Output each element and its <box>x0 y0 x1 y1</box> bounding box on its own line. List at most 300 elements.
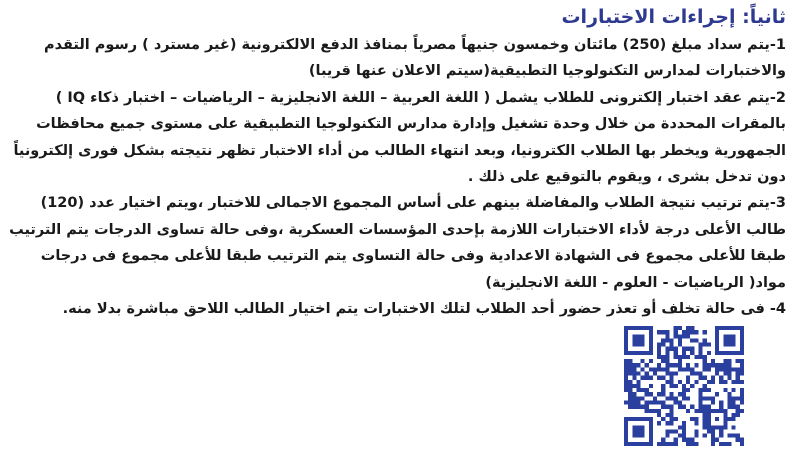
qr-module <box>686 347 690 351</box>
qr-module <box>678 355 682 359</box>
qr-module <box>703 330 707 334</box>
qr-module <box>628 400 632 404</box>
procedure-item-1 <box>8 32 786 85</box>
qr-module <box>732 351 736 355</box>
procedure-item-2 <box>8 85 786 191</box>
qr-module <box>665 363 669 367</box>
qr-module <box>649 438 653 442</box>
qr-module <box>732 417 736 421</box>
qr-module <box>665 338 669 342</box>
qr-module <box>740 380 744 384</box>
qr-module <box>670 343 674 347</box>
qr-module <box>636 343 640 347</box>
qr-module <box>670 417 674 421</box>
qr-module <box>645 376 649 380</box>
qr-module <box>670 421 674 425</box>
qr-module <box>632 425 636 429</box>
qr-module <box>674 417 678 421</box>
qr-module <box>657 409 661 413</box>
qr-module <box>624 367 628 371</box>
qr-module <box>715 367 719 371</box>
qr-module <box>727 405 731 409</box>
qr-module <box>624 330 628 334</box>
qr-module <box>653 372 657 376</box>
qr-module <box>661 367 665 371</box>
qr-module <box>723 351 727 355</box>
qr-module <box>682 405 686 409</box>
qr-module <box>698 400 702 404</box>
qr-module <box>690 417 694 421</box>
qr-module <box>641 425 645 429</box>
qr-module <box>678 326 682 330</box>
qr-module <box>678 359 682 363</box>
qr-module <box>636 334 640 338</box>
qr-module <box>740 343 744 347</box>
qr-module <box>736 380 740 384</box>
text-line: طالب الأعلى درجة لأداء الاختبارات اللازمة بإحدى المؤسسات العسكرية ،وفى حالة تساوى الدرجات يتم الترتيب <box>9 221 786 238</box>
qr-module <box>636 405 640 409</box>
qr-module <box>723 338 727 342</box>
qr-module <box>740 392 744 396</box>
qr-module <box>657 367 661 371</box>
qr-module <box>649 334 653 338</box>
qr-module <box>628 367 632 371</box>
qr-module <box>740 330 744 334</box>
qr-module <box>719 409 723 413</box>
qr-module <box>636 326 640 330</box>
qr-module <box>649 338 653 342</box>
qr-module <box>636 363 640 367</box>
qr-module <box>707 421 711 425</box>
qr-module <box>707 351 711 355</box>
procedure-item-4 <box>8 296 786 322</box>
qr-module <box>690 330 694 334</box>
qr-module <box>711 359 715 363</box>
qr-module <box>732 434 736 438</box>
qr-module <box>670 376 674 380</box>
qr-module <box>707 388 711 392</box>
qr-module <box>707 405 711 409</box>
qr-module <box>641 359 645 363</box>
qr-module <box>661 384 665 388</box>
qr-module <box>686 363 690 367</box>
qr-module <box>686 396 690 400</box>
qr-module <box>698 409 702 413</box>
qr-module <box>657 376 661 380</box>
qr-module <box>732 380 736 384</box>
qr-module <box>628 359 632 363</box>
qr-module <box>727 372 731 376</box>
qr-module <box>674 372 678 376</box>
qr-module <box>715 334 719 338</box>
qr-module <box>740 400 744 404</box>
qr-module <box>736 413 740 417</box>
qr-module <box>703 355 707 359</box>
qr-module <box>624 400 628 404</box>
qr-module <box>703 421 707 425</box>
qr-module <box>665 405 669 409</box>
qr-module <box>732 425 736 429</box>
qr-module <box>707 429 711 433</box>
qr-module <box>686 442 690 446</box>
qr-module <box>723 380 727 384</box>
qr-module <box>641 405 645 409</box>
qr-module <box>698 396 702 400</box>
qr-module <box>682 351 686 355</box>
qr-module <box>715 438 719 442</box>
qr-code-graphic <box>624 326 744 446</box>
qr-module <box>649 330 653 334</box>
qr-module <box>707 396 711 400</box>
qr-module <box>641 396 645 400</box>
qr-module <box>727 417 731 421</box>
qr-module <box>653 367 657 371</box>
qr-module <box>711 429 715 433</box>
text-line: دون تدخل بشرى ، ويقوم بالتوقيع على ذلك . <box>467 169 786 186</box>
qr-module <box>641 334 645 338</box>
qr-module <box>732 326 736 330</box>
qr-module <box>632 372 636 376</box>
qr-module <box>624 343 628 347</box>
qr-module <box>665 330 669 334</box>
qr-module <box>711 409 715 413</box>
qr-module <box>636 372 640 376</box>
qr-module <box>670 372 674 376</box>
qr-module <box>707 425 711 429</box>
qr-module <box>670 396 674 400</box>
qr-module <box>727 367 731 371</box>
qr-module <box>690 351 694 355</box>
qr-module <box>694 442 698 446</box>
qr-module <box>624 334 628 338</box>
qr-module <box>649 409 653 413</box>
qr-module <box>707 409 711 413</box>
qr-module <box>723 359 727 363</box>
qr-module <box>682 330 686 334</box>
qr-module <box>674 355 678 359</box>
qr-module <box>732 388 736 392</box>
qr-module <box>732 396 736 400</box>
qr-module <box>698 351 702 355</box>
qr-module <box>636 351 640 355</box>
qr-module <box>723 372 727 376</box>
qr-module <box>690 442 694 446</box>
qr-module <box>624 384 628 388</box>
qr-module <box>719 400 723 404</box>
qr-module <box>632 343 636 347</box>
qr-module <box>719 326 723 330</box>
qr-module <box>715 392 719 396</box>
qr-module <box>723 334 727 338</box>
qr-module <box>727 396 731 400</box>
qr-module <box>670 413 674 417</box>
qr-module <box>715 351 719 355</box>
qr-module <box>665 359 669 363</box>
qr-module <box>641 338 645 342</box>
qr-module <box>636 434 640 438</box>
qr-module <box>636 380 640 384</box>
qr-module <box>678 405 682 409</box>
qr-module <box>641 343 645 347</box>
qr-module <box>727 392 731 396</box>
qr-module <box>649 343 653 347</box>
qr-module <box>661 330 665 334</box>
qr-module <box>632 326 636 330</box>
qr-module <box>686 388 690 392</box>
qr-module <box>727 434 731 438</box>
qr-module <box>719 434 723 438</box>
qr-module <box>632 334 636 338</box>
qr-module <box>674 396 678 400</box>
qr-module <box>732 400 736 404</box>
qr-module <box>624 347 628 351</box>
qr-module <box>690 367 694 371</box>
qr-module <box>732 338 736 342</box>
qr-module <box>740 338 744 342</box>
qr-module <box>665 429 669 433</box>
qr-module <box>665 355 669 359</box>
qr-module <box>645 417 649 421</box>
qr-module <box>641 442 645 446</box>
qr-module <box>690 405 694 409</box>
qr-module <box>740 396 744 400</box>
qr-module <box>690 438 694 442</box>
qr-module <box>665 380 669 384</box>
qr-module <box>657 413 661 417</box>
qr-module <box>670 392 674 396</box>
qr-module <box>632 442 636 446</box>
qr-module <box>736 351 740 355</box>
qr-module <box>723 409 727 413</box>
qr-module <box>740 347 744 351</box>
qr-module <box>645 351 649 355</box>
qr-module <box>707 380 711 384</box>
qr-module <box>624 438 628 442</box>
qr-module <box>682 434 686 438</box>
qr-module <box>723 413 727 417</box>
qr-module <box>682 429 686 433</box>
qr-module <box>686 355 690 359</box>
qr-module <box>723 425 727 429</box>
qr-module <box>670 347 674 351</box>
text-line: 2-يتم عقد اختبار إلكترونى للطلاب يشمل ( اللغة العربية – اللغة الانجليزية – الرياضيات – اختبار ذكاء IQ ) <box>55 89 786 106</box>
qr-module <box>719 405 723 409</box>
qr-module <box>690 338 694 342</box>
qr-module <box>703 363 707 367</box>
qr-module <box>628 363 632 367</box>
qr-module <box>736 359 740 363</box>
qr-module <box>645 363 649 367</box>
qr-module <box>703 367 707 371</box>
qr-module <box>636 442 640 446</box>
qr-module <box>661 400 665 404</box>
qr-module <box>736 438 740 442</box>
qr-module <box>698 355 702 359</box>
qr-module <box>723 363 727 367</box>
qr-module <box>711 425 715 429</box>
qr-module <box>649 326 653 330</box>
qr-module <box>636 429 640 433</box>
qr-module <box>686 334 690 338</box>
qr-module <box>628 384 632 388</box>
qr-module <box>661 359 665 363</box>
qr-module <box>649 417 653 421</box>
qr-module <box>740 334 744 338</box>
qr-module <box>641 326 645 330</box>
qr-module <box>698 372 702 376</box>
qr-module <box>632 384 636 388</box>
qr-module <box>645 372 649 376</box>
qr-module <box>678 334 682 338</box>
qr-module <box>649 392 653 396</box>
qr-module <box>740 326 744 330</box>
qr-module <box>649 400 653 404</box>
qr-module <box>703 417 707 421</box>
qr-module <box>694 429 698 433</box>
qr-module <box>711 376 715 380</box>
qr-module <box>624 388 628 392</box>
qr-module <box>632 338 636 342</box>
qr-module <box>694 434 698 438</box>
qr-module <box>657 355 661 359</box>
qr-module <box>665 396 669 400</box>
qr-code-icon <box>624 326 744 446</box>
qr-module <box>624 434 628 438</box>
qr-module <box>632 392 636 396</box>
text-line: 1-يتم سداد مبلغ (250) مائتان وخمسون جنيهاً مصرياً بمنافذ الدفع الالكترونية (غير مسترد ) رسوم التقدم <box>43 37 786 53</box>
qr-module <box>632 429 636 433</box>
qr-module <box>727 351 731 355</box>
qr-module <box>703 343 707 347</box>
qr-module <box>707 363 711 367</box>
qr-module <box>624 425 628 429</box>
qr-module <box>632 363 636 367</box>
qr-module <box>723 343 727 347</box>
qr-module <box>715 363 719 367</box>
qr-module <box>661 355 665 359</box>
qr-module <box>665 434 669 438</box>
qr-module <box>703 425 707 429</box>
qr-module <box>736 367 740 371</box>
qr-module <box>715 343 719 347</box>
qr-module <box>661 343 665 347</box>
text-line: طبقا للأعلى مجموع فى الشهادة الاعدادية وفى حالة التساوى يتم الترتيب طبقا للأعلى مجموع فى درجات <box>40 248 786 265</box>
qr-module <box>657 421 661 425</box>
qr-module <box>703 338 707 342</box>
qr-module <box>682 347 686 351</box>
qr-module <box>694 355 698 359</box>
qr-module <box>624 372 628 376</box>
qr-module <box>674 384 678 388</box>
qr-module <box>674 438 678 442</box>
qr-module <box>711 400 715 404</box>
qr-module <box>636 388 640 392</box>
qr-module <box>657 330 661 334</box>
qr-module <box>674 442 678 446</box>
qr-module <box>686 367 690 371</box>
qr-module <box>636 417 640 421</box>
qr-module <box>624 417 628 421</box>
qr-module <box>674 330 678 334</box>
qr-module <box>670 338 674 342</box>
qr-module <box>736 434 740 438</box>
qr-module <box>678 400 682 404</box>
qr-module <box>686 376 690 380</box>
qr-module <box>707 343 711 347</box>
qr-module <box>711 442 715 446</box>
qr-module <box>719 429 723 433</box>
qr-module <box>686 326 690 330</box>
text-line: 3-يتم ترتيب نتيجة الطلاب والمفاضلة بينهم على أساس المجموع الاجمالى للاختبار ،ويتم اختيار عدد (120) <box>40 195 786 212</box>
qr-module <box>715 425 719 429</box>
qr-module <box>649 347 653 351</box>
qr-module <box>682 396 686 400</box>
qr-module <box>719 380 723 384</box>
qr-module <box>678 392 682 396</box>
qr-module <box>732 367 736 371</box>
text-line: والاختبارات لمدارس التكنولوجيا التطبيقية(سيتم الاعلان عنها قريبا) <box>308 63 786 80</box>
qr-module <box>682 367 686 371</box>
qr-module <box>711 380 715 384</box>
qr-module <box>686 380 690 384</box>
qr-module <box>641 388 645 392</box>
procedure-item-3 <box>8 190 786 296</box>
qr-module <box>624 380 628 384</box>
qr-module <box>670 405 674 409</box>
qr-module <box>719 367 723 371</box>
qr-module <box>624 338 628 342</box>
qr-module <box>649 367 653 371</box>
qr-module <box>624 421 628 425</box>
qr-module <box>707 413 711 417</box>
qr-module <box>703 388 707 392</box>
qr-module <box>698 388 702 392</box>
qr-module <box>624 351 628 355</box>
text-line: بالمقرات المحددة من خلال وحدة تشغيل وإدارة مدارس التكنولوجيا التطبيقية على مستوى جميع محافظات <box>36 116 786 133</box>
qr-module <box>661 392 665 396</box>
qr-module <box>678 380 682 384</box>
qr-module <box>657 442 661 446</box>
qr-module <box>690 384 694 388</box>
qr-module <box>657 347 661 351</box>
qr-module <box>665 442 669 446</box>
qr-module <box>628 405 632 409</box>
qr-module <box>636 425 640 429</box>
qr-module <box>645 326 649 330</box>
qr-module <box>636 338 640 342</box>
qr-module <box>657 392 661 396</box>
qr-module <box>707 367 711 371</box>
qr-module <box>723 326 727 330</box>
qr-module <box>711 434 715 438</box>
qr-module <box>661 376 665 380</box>
qr-module <box>732 343 736 347</box>
qr-module <box>670 363 674 367</box>
qr-module <box>636 384 640 388</box>
qr-module <box>653 400 657 404</box>
qr-module <box>703 359 707 363</box>
qr-module <box>719 351 723 355</box>
qr-module <box>632 417 636 421</box>
qr-module <box>682 334 686 338</box>
qr-module <box>628 417 632 421</box>
qr-module <box>678 425 682 429</box>
qr-module <box>682 355 686 359</box>
qr-module <box>698 343 702 347</box>
qr-module <box>678 434 682 438</box>
qr-module <box>694 409 698 413</box>
qr-module <box>703 405 707 409</box>
